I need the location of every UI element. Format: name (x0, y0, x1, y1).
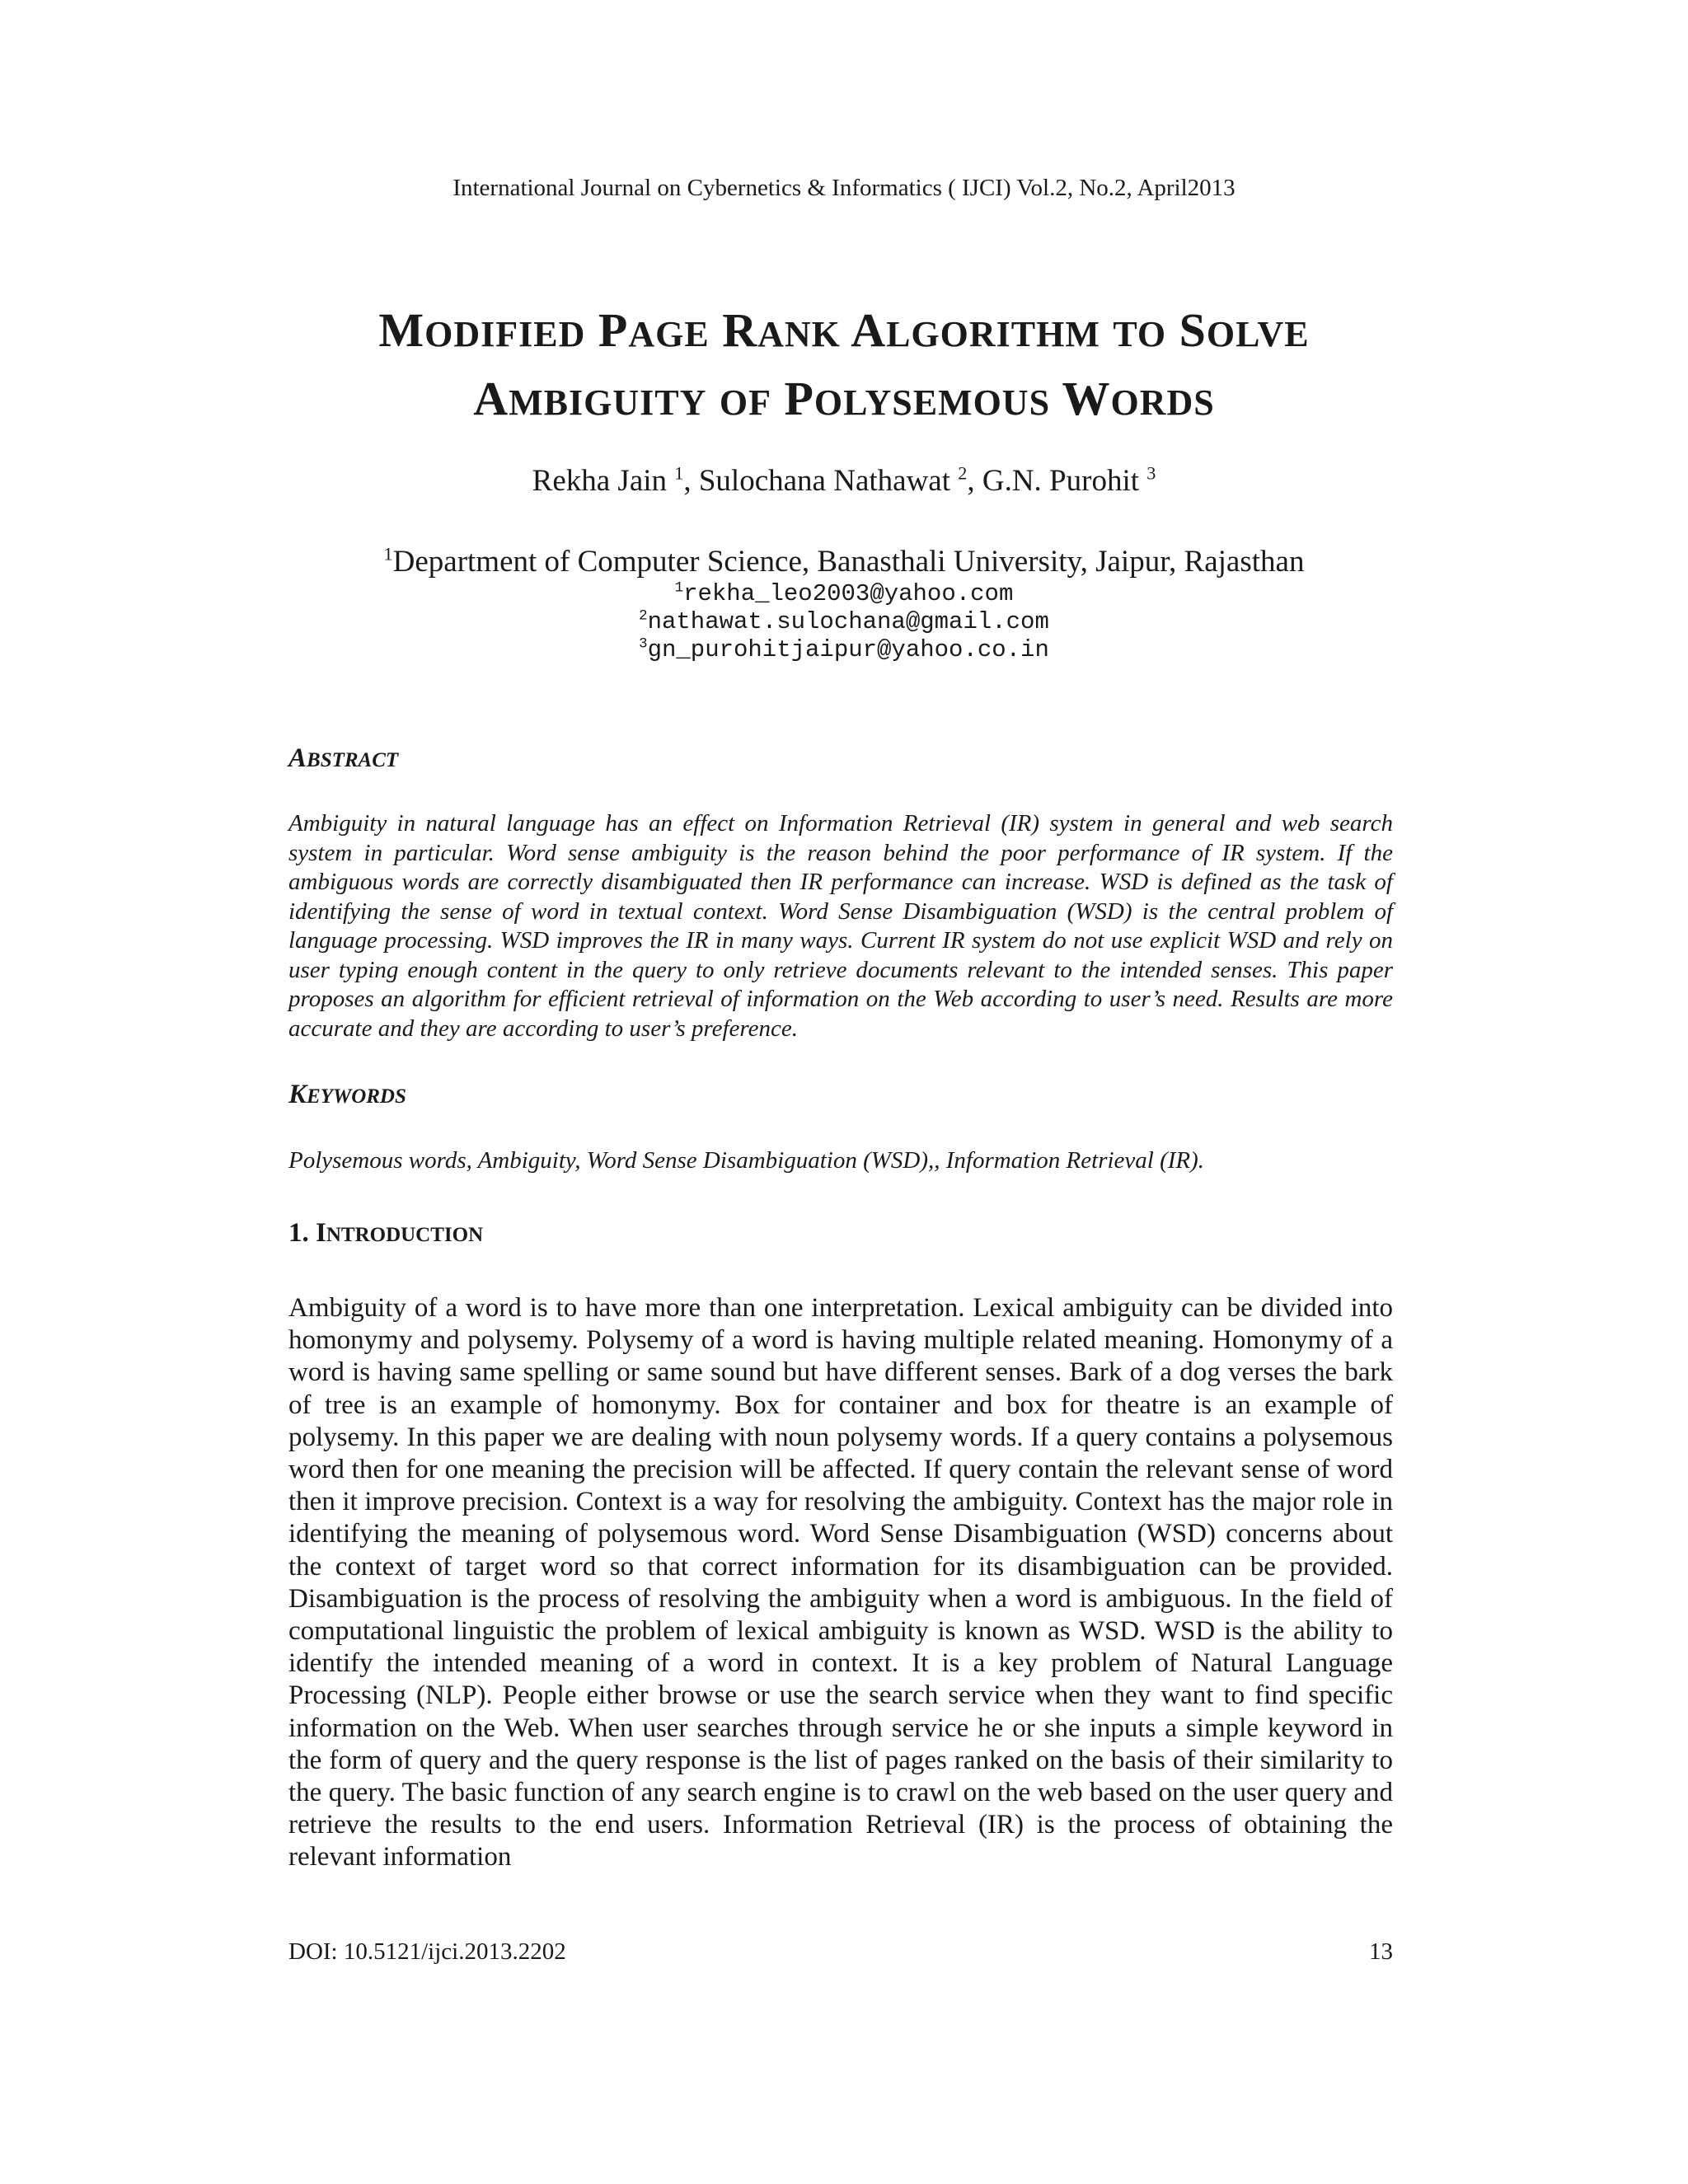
paper-title (0, 298, 1688, 435)
title-word: PAGE (598, 303, 710, 357)
title-word: TO (1113, 314, 1167, 354)
title-word: SOLVE (1179, 303, 1310, 357)
keywords-heading: KEYWORDS (288, 1080, 406, 1109)
author-name: G.N. Purohit (982, 464, 1140, 498)
author-affiliation-mark: 2 (958, 462, 968, 484)
author-affiliation: $^1$Department of Computer Science, Banasthali University, Jaipur, Rajasthan (383, 543, 1305, 579)
keywords-text: Polysemous words, Ambiguity, Word Sense Disambiguation (WSD),, Information Retrieval (IR). (288, 1147, 1205, 1174)
abstract-text: Ambiguity in natural language has an effect on Information Retrieval (IR) system in general and web search system in particular. Word sense ambiguity is the reason behind the poor performance of IR system. If the ambiguous words are correctly disambiguated then IR performance can increase. WSD is defined as the task of identifying the sense of word in textual context. Word Sense Disambiguation (WSD) is the central problem of language processing. WSD improves the IR in many ways. Current IR system do not use explicit WSD and rely on user typing enough content in the query to only retrieve documents relevant to the intended senses. This paper proposes an algorithm for efficient retrieval of information on the Web according to user’s need. Results are more accurate and they are according to user’s preference. (288, 810, 1393, 1042)
introduction-text: Ambiguity of a word is to have more than one interpretation. Lexical ambiguity can be divided into homonymy and polysemy. Polysemy of a word is having multiple related meaning. Homonymy of a word is having same spelling or same sound but have different senses. Bark of a dog verses the bark of tree is an example of homonymy. Box for container and box for theatre is an example of polysemy. In this paper we are dealing with noun polysemy words. If a query contains a polysemous word then for one meaning the precision will be affected. If query contain the relevant sense of word then it improve precision. Context is a way for resolving the ambiguity. Context has the major role in identifying the meaning of polysemous word. Word Sense Disambiguation (WSD) concerns about the context of target word so that correct information for its disambiguation can be provided. Disambiguation is the process of resolving the ambiguity when a word is ambiguous. In the field of computational linguistic the problem of lexical ambiguity is known as WSD. WSD is the ability to identify the intended meaning of a word in context. It is a key problem of Natural Language Processing (NLP). People either browse or use the search service when they want to find specific information on the Web. When user searches through service he or she inputs a simple keyword in the form of query and the query response is the list of pages ranked on the basis of their similarity to the query. The basic function of any search engine is to crawl on the web based on the user query and retrieve the results to the end users. Information Retrieval (IR) is the process of obtaining the relevant information (288, 1293, 1393, 1872)
title-word: POLYSEMOUS (784, 372, 1051, 425)
author-name: Rekha Jain (532, 464, 668, 498)
title-word: AMBIGUITY (473, 372, 707, 425)
title-word: WORDS (1062, 372, 1215, 425)
author-name: Sulochana Nathawat (698, 464, 951, 498)
abstract-heading: ABSTRACT (288, 743, 399, 773)
title-word: OF (719, 382, 771, 423)
doi-footer: DOI: 10.5121/ijci.2013.2202 (288, 1938, 566, 1965)
author-affiliation-mark: 1 (674, 462, 684, 484)
author-email[interactable]: $^1$rekha_leo2003@yahoo.com (674, 580, 1014, 607)
author-affiliation-mark: 3 (1146, 462, 1156, 484)
title-line-2 (0, 367, 1688, 435)
journal-header: International Journal on Cybernetics & Informatics ( IJCI) Vol.2, No.2, April2013 (452, 175, 1236, 201)
author-email[interactable]: $^3$gn_purohitjaipur@yahoo.co.in (639, 636, 1049, 663)
author-email[interactable]: $^2$nathawat.sulochana@gmail.com (639, 608, 1049, 635)
introduction-heading: 1. INTRODUCTION (288, 1218, 484, 1248)
title-word: MODIFIED (378, 303, 586, 357)
title-line-1 (0, 298, 1688, 367)
title-word: ALGORITHM (851, 303, 1100, 357)
title-word: RANK (722, 303, 841, 357)
page-number: 13 (1369, 1938, 1393, 1965)
author-list: Rekha Jain $^1$, Sulochana Nathawat $^2$, G.N. Purohit $^3$ (532, 462, 1156, 498)
